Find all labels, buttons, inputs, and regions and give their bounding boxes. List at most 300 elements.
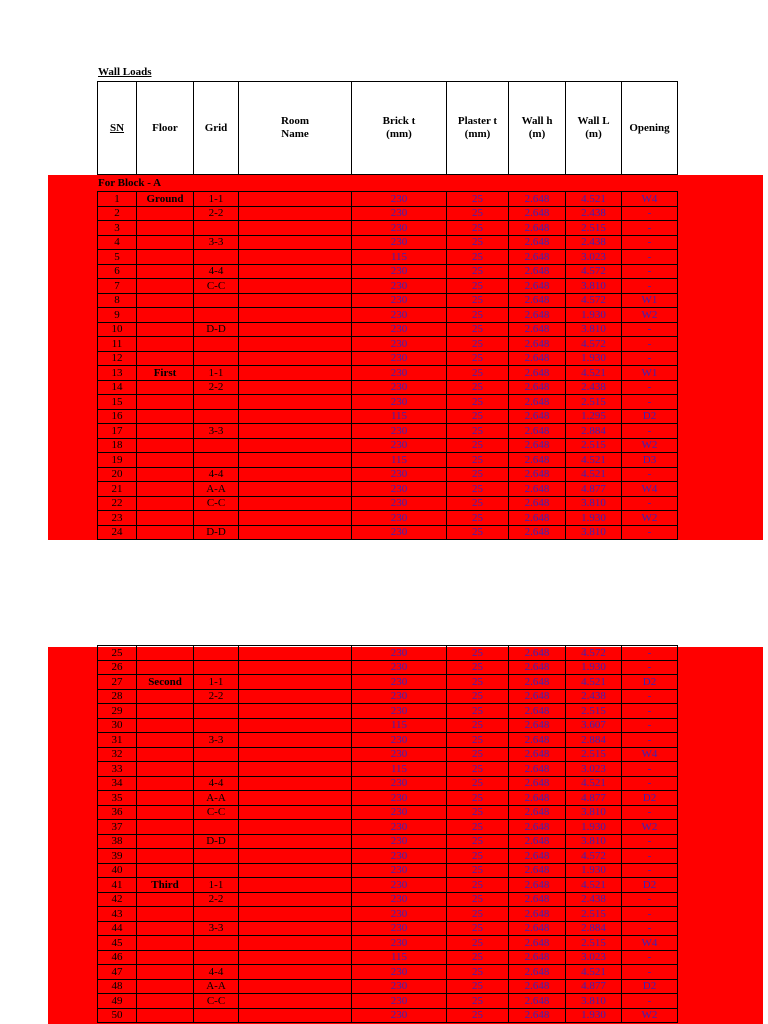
cell-wall-l: 2.515 xyxy=(566,747,622,762)
cell-opening: - xyxy=(622,805,678,820)
cell-sn: 4 xyxy=(98,235,137,250)
table-row xyxy=(98,921,678,936)
cell-room-name xyxy=(239,849,352,864)
cell-sn: 20 xyxy=(98,467,137,482)
cell-wall-h: 2.648 xyxy=(509,438,566,453)
table-row xyxy=(98,907,678,922)
cell-room-name xyxy=(239,351,352,366)
cell-opening: D2 xyxy=(622,979,678,994)
cell-opening: W2 xyxy=(622,438,678,453)
cell-room-name xyxy=(239,660,352,675)
cell-opening: - xyxy=(622,322,678,337)
cell-sn: 48 xyxy=(98,979,137,994)
cell-wall-l: 3.810 xyxy=(566,994,622,1009)
header-brick-thickness: Brick t (mm) xyxy=(352,82,447,175)
cell-plaster-t: 25 xyxy=(447,776,509,791)
cell-grid: A-A xyxy=(194,791,239,806)
cell-sn: 3 xyxy=(98,221,137,236)
cell-wall-h: 2.648 xyxy=(509,337,566,352)
cell-floor: Third xyxy=(137,878,194,893)
cell-plaster-t: 25 xyxy=(447,762,509,777)
cell-wall-l: 4.572 xyxy=(566,293,622,308)
cell-brick-t: 230 xyxy=(352,646,447,661)
table-row xyxy=(98,395,678,410)
cell-wall-h: 2.648 xyxy=(509,675,566,690)
table-row xyxy=(98,351,678,366)
cell-opening: W4 xyxy=(622,936,678,951)
table-row xyxy=(98,733,678,748)
cell-wall-l: 4.521 xyxy=(566,776,622,791)
table-row xyxy=(98,863,678,878)
cell-grid: A-A xyxy=(194,979,239,994)
cell-floor xyxy=(137,264,194,279)
table-row xyxy=(98,482,678,497)
cell-floor xyxy=(137,482,194,497)
cell-wall-h: 2.648 xyxy=(509,878,566,893)
cell-grid: C-C xyxy=(194,805,239,820)
cell-plaster-t: 25 xyxy=(447,936,509,951)
cell-floor xyxy=(137,820,194,835)
table-row xyxy=(98,892,678,907)
table-row xyxy=(98,791,678,806)
cell-sn: 40 xyxy=(98,863,137,878)
cell-brick-t: 230 xyxy=(352,733,447,748)
table-row xyxy=(98,409,678,424)
cell-wall-h: 2.648 xyxy=(509,467,566,482)
table-row xyxy=(98,965,678,980)
cell-room-name xyxy=(239,950,352,965)
cell-wall-h: 2.648 xyxy=(509,250,566,265)
cell-grid xyxy=(194,409,239,424)
table-row xyxy=(98,293,678,308)
cell-brick-t: 230 xyxy=(352,907,447,922)
cell-wall-h: 2.648 xyxy=(509,206,566,221)
cell-brick-t: 115 xyxy=(352,409,447,424)
cell-floor xyxy=(137,351,194,366)
cell-floor xyxy=(137,279,194,294)
cell-floor xyxy=(137,733,194,748)
cell-opening: - xyxy=(622,762,678,777)
cell-wall-h: 2.648 xyxy=(509,936,566,951)
cell-opening: W4 xyxy=(622,747,678,762)
cell-plaster-t: 25 xyxy=(447,192,509,207)
table-row xyxy=(98,675,678,690)
cell-brick-t: 230 xyxy=(352,878,447,893)
cell-room-name xyxy=(239,646,352,661)
cell-brick-t: 230 xyxy=(352,206,447,221)
table-row xyxy=(98,950,678,965)
cell-plaster-t: 25 xyxy=(447,206,509,221)
cell-floor xyxy=(137,293,194,308)
block-label: For Block - A xyxy=(98,177,162,189)
cell-wall-h: 2.648 xyxy=(509,525,566,540)
cell-room-name xyxy=(239,525,352,540)
cell-room-name xyxy=(239,834,352,849)
cell-wall-l: 4.521 xyxy=(566,965,622,980)
cell-wall-h: 2.648 xyxy=(509,351,566,366)
cell-floor xyxy=(137,791,194,806)
cell-grid: 4-4 xyxy=(194,264,239,279)
cell-wall-h: 2.648 xyxy=(509,482,566,497)
table-row xyxy=(98,380,678,395)
cell-plaster-t: 25 xyxy=(447,950,509,965)
cell-room-name xyxy=(239,308,352,323)
cell-wall-h: 2.648 xyxy=(509,979,566,994)
cell-wall-h: 2.648 xyxy=(509,718,566,733)
table-row xyxy=(98,689,678,704)
cell-wall-h: 2.648 xyxy=(509,907,566,922)
cell-room-name xyxy=(239,511,352,526)
cell-opening: - xyxy=(622,863,678,878)
cell-wall-l: 1.930 xyxy=(566,351,622,366)
cell-plaster-t: 25 xyxy=(447,733,509,748)
cell-room-name xyxy=(239,820,352,835)
cell-opening: - xyxy=(622,921,678,936)
cell-room-name xyxy=(239,965,352,980)
cell-opening: W2 xyxy=(622,511,678,526)
cell-plaster-t: 25 xyxy=(447,453,509,468)
cell-brick-t: 230 xyxy=(352,221,447,236)
table-row xyxy=(98,206,678,221)
cell-brick-t: 230 xyxy=(352,820,447,835)
cell-opening: D2 xyxy=(622,675,678,690)
cell-grid: 2-2 xyxy=(194,380,239,395)
cell-sn: 15 xyxy=(98,395,137,410)
cell-wall-l: 3.023 xyxy=(566,762,622,777)
cell-room-name xyxy=(239,250,352,265)
cell-wall-l: 3.607 xyxy=(566,718,622,733)
cell-grid xyxy=(194,438,239,453)
cell-wall-l: 1.930 xyxy=(566,308,622,323)
cell-grid xyxy=(194,747,239,762)
cell-sn: 23 xyxy=(98,511,137,526)
cell-wall-h: 2.648 xyxy=(509,849,566,864)
cell-wall-h: 2.648 xyxy=(509,747,566,762)
cell-brick-t: 230 xyxy=(352,805,447,820)
cell-opening: - xyxy=(622,351,678,366)
cell-plaster-t: 25 xyxy=(447,409,509,424)
cell-wall-h: 2.648 xyxy=(509,704,566,719)
cell-floor xyxy=(137,1008,194,1023)
cell-grid xyxy=(194,453,239,468)
table-row xyxy=(98,849,678,864)
cell-plaster-t: 25 xyxy=(447,878,509,893)
cell-floor xyxy=(137,660,194,675)
cell-brick-t: 230 xyxy=(352,322,447,337)
cell-sn: 38 xyxy=(98,834,137,849)
cell-opening: - xyxy=(622,467,678,482)
cell-grid: A-A xyxy=(194,482,239,497)
cell-sn: 8 xyxy=(98,293,137,308)
cell-plaster-t: 25 xyxy=(447,921,509,936)
cell-plaster-t: 25 xyxy=(447,438,509,453)
cell-opening: - xyxy=(622,733,678,748)
cell-floor xyxy=(137,834,194,849)
cell-room-name xyxy=(239,453,352,468)
cell-floor: Ground xyxy=(137,192,194,207)
cell-plaster-t: 25 xyxy=(447,511,509,526)
cell-floor xyxy=(137,689,194,704)
cell-brick-t: 115 xyxy=(352,950,447,965)
cell-brick-t: 230 xyxy=(352,380,447,395)
table-row xyxy=(98,878,678,893)
cell-grid: C-C xyxy=(194,994,239,1009)
cell-sn: 10 xyxy=(98,322,137,337)
cell-opening: - xyxy=(622,646,678,661)
cell-grid: 3-3 xyxy=(194,424,239,439)
cell-wall-h: 2.648 xyxy=(509,293,566,308)
wall-table-part-1 xyxy=(97,191,678,540)
cell-floor xyxy=(137,965,194,980)
cell-room-name xyxy=(239,366,352,381)
cell-floor xyxy=(137,206,194,221)
cell-brick-t: 230 xyxy=(352,675,447,690)
cell-opening: - xyxy=(622,950,678,965)
cell-grid xyxy=(194,849,239,864)
cell-wall-l: 3.810 xyxy=(566,805,622,820)
cell-grid: C-C xyxy=(194,496,239,511)
cell-sn: 25 xyxy=(98,646,137,661)
cell-room-name xyxy=(239,322,352,337)
cell-room-name xyxy=(239,496,352,511)
cell-grid xyxy=(194,1008,239,1023)
cell-plaster-t: 25 xyxy=(447,820,509,835)
cell-brick-t: 115 xyxy=(352,250,447,265)
table-row xyxy=(98,337,678,352)
table-row xyxy=(98,366,678,381)
cell-wall-l: 1.295 xyxy=(566,409,622,424)
cell-wall-l: 3.023 xyxy=(566,250,622,265)
cell-opening: - xyxy=(622,395,678,410)
cell-brick-t: 115 xyxy=(352,718,447,733)
cell-sn: 9 xyxy=(98,308,137,323)
cell-brick-t: 230 xyxy=(352,965,447,980)
cell-floor xyxy=(137,762,194,777)
cell-plaster-t: 25 xyxy=(447,279,509,294)
cell-room-name xyxy=(239,409,352,424)
wall-table-part-2 xyxy=(97,645,678,1023)
cell-room-name xyxy=(239,718,352,733)
cell-wall-l: 2.515 xyxy=(566,704,622,719)
cell-brick-t: 230 xyxy=(352,438,447,453)
cell-floor xyxy=(137,250,194,265)
cell-wall-l: 4.521 xyxy=(566,878,622,893)
header-table xyxy=(97,81,678,175)
cell-brick-t: 230 xyxy=(352,791,447,806)
cell-wall-h: 2.648 xyxy=(509,863,566,878)
cell-sn: 27 xyxy=(98,675,137,690)
table-row xyxy=(98,660,678,675)
cell-wall-h: 2.648 xyxy=(509,380,566,395)
cell-wall-h: 2.648 xyxy=(509,965,566,980)
cell-plaster-t: 25 xyxy=(447,660,509,675)
cell-wall-h: 2.648 xyxy=(509,660,566,675)
cell-room-name xyxy=(239,747,352,762)
cell-brick-t: 230 xyxy=(352,395,447,410)
cell-sn: 19 xyxy=(98,453,137,468)
cell-floor xyxy=(137,863,194,878)
cell-plaster-t: 25 xyxy=(447,250,509,265)
cell-opening: - xyxy=(622,834,678,849)
cell-floor xyxy=(137,395,194,410)
cell-plaster-t: 25 xyxy=(447,525,509,540)
cell-brick-t: 230 xyxy=(352,235,447,250)
cell-sn: 13 xyxy=(98,366,137,381)
cell-grid: 2-2 xyxy=(194,892,239,907)
cell-wall-l: 4.521 xyxy=(566,467,622,482)
cell-opening: - xyxy=(622,660,678,675)
cell-opening: - xyxy=(622,424,678,439)
cell-wall-l: 3.810 xyxy=(566,525,622,540)
cell-sn: 50 xyxy=(98,1008,137,1023)
cell-room-name xyxy=(239,776,352,791)
cell-wall-h: 2.648 xyxy=(509,776,566,791)
cell-wall-l: 4.521 xyxy=(566,366,622,381)
cell-floor xyxy=(137,511,194,526)
cell-wall-l: 1.930 xyxy=(566,1008,622,1023)
cell-floor xyxy=(137,496,194,511)
table-row xyxy=(98,525,678,540)
header-grid: Grid xyxy=(194,82,239,175)
cell-plaster-t: 25 xyxy=(447,834,509,849)
cell-plaster-t: 25 xyxy=(447,496,509,511)
cell-plaster-t: 25 xyxy=(447,907,509,922)
cell-sn: 35 xyxy=(98,791,137,806)
cell-opening: - xyxy=(622,994,678,1009)
cell-opening: - xyxy=(622,965,678,980)
cell-grid: D-D xyxy=(194,322,239,337)
cell-brick-t: 230 xyxy=(352,689,447,704)
cell-grid: 1-1 xyxy=(194,878,239,893)
table-row xyxy=(98,424,678,439)
cell-plaster-t: 25 xyxy=(447,805,509,820)
cell-brick-t: 230 xyxy=(352,525,447,540)
cell-room-name xyxy=(239,762,352,777)
header-room-name: Room Name xyxy=(239,82,352,175)
cell-wall-l: 1.930 xyxy=(566,820,622,835)
cell-brick-t: 230 xyxy=(352,849,447,864)
cell-wall-l: 2.884 xyxy=(566,733,622,748)
cell-grid xyxy=(194,718,239,733)
cell-plaster-t: 25 xyxy=(447,704,509,719)
cell-opening: W2 xyxy=(622,1008,678,1023)
cell-room-name xyxy=(239,337,352,352)
cell-wall-l: 2.884 xyxy=(566,921,622,936)
cell-floor xyxy=(137,646,194,661)
cell-opening: D2 xyxy=(622,878,678,893)
cell-sn: 21 xyxy=(98,482,137,497)
cell-room-name xyxy=(239,878,352,893)
cell-floor xyxy=(137,337,194,352)
cell-plaster-t: 25 xyxy=(447,863,509,878)
cell-brick-t: 230 xyxy=(352,351,447,366)
cell-plaster-t: 25 xyxy=(447,221,509,236)
cell-grid xyxy=(194,221,239,236)
cell-brick-t: 230 xyxy=(352,467,447,482)
cell-grid xyxy=(194,863,239,878)
cell-wall-l: 3.810 xyxy=(566,322,622,337)
cell-grid xyxy=(194,762,239,777)
cell-floor xyxy=(137,747,194,762)
cell-grid: 3-3 xyxy=(194,733,239,748)
cell-plaster-t: 25 xyxy=(447,235,509,250)
cell-floor xyxy=(137,979,194,994)
cell-wall-h: 2.648 xyxy=(509,834,566,849)
cell-floor xyxy=(137,849,194,864)
cell-wall-l: 2.438 xyxy=(566,689,622,704)
cell-floor xyxy=(137,221,194,236)
cell-grid xyxy=(194,950,239,965)
cell-sn: 31 xyxy=(98,733,137,748)
cell-opening: D2 xyxy=(622,409,678,424)
cell-grid: 1-1 xyxy=(194,192,239,207)
cell-brick-t: 230 xyxy=(352,279,447,294)
cell-brick-t: 230 xyxy=(352,192,447,207)
cell-room-name xyxy=(239,675,352,690)
cell-opening: - xyxy=(622,776,678,791)
cell-grid xyxy=(194,351,239,366)
cell-wall-h: 2.648 xyxy=(509,994,566,1009)
header-plaster-thickness: Plaster t (mm) xyxy=(447,82,509,175)
table-row xyxy=(98,936,678,951)
cell-floor xyxy=(137,525,194,540)
cell-floor xyxy=(137,322,194,337)
cell-wall-h: 2.648 xyxy=(509,1008,566,1023)
cell-plaster-t: 25 xyxy=(447,322,509,337)
cell-plaster-t: 25 xyxy=(447,1008,509,1023)
cell-wall-l: 2.515 xyxy=(566,907,622,922)
table-row xyxy=(98,322,678,337)
table-row xyxy=(98,235,678,250)
cell-room-name xyxy=(239,192,352,207)
table-row xyxy=(98,511,678,526)
cell-wall-l: 2.438 xyxy=(566,892,622,907)
cell-wall-h: 2.648 xyxy=(509,892,566,907)
cell-room-name xyxy=(239,863,352,878)
cell-grid: C-C xyxy=(194,279,239,294)
cell-grid: D-D xyxy=(194,834,239,849)
cell-sn: 33 xyxy=(98,762,137,777)
cell-wall-h: 2.648 xyxy=(509,733,566,748)
cell-floor xyxy=(137,805,194,820)
cell-brick-t: 230 xyxy=(352,776,447,791)
cell-wall-l: 1.930 xyxy=(566,660,622,675)
cell-floor: First xyxy=(137,366,194,381)
cell-brick-t: 230 xyxy=(352,921,447,936)
table-row xyxy=(98,747,678,762)
cell-sn: 34 xyxy=(98,776,137,791)
cell-plaster-t: 25 xyxy=(447,994,509,1009)
cell-opening: - xyxy=(622,718,678,733)
cell-plaster-t: 25 xyxy=(447,293,509,308)
cell-room-name xyxy=(239,994,352,1009)
cell-grid xyxy=(194,907,239,922)
cell-wall-l: 3.810 xyxy=(566,279,622,294)
sheet-title: Wall Loads xyxy=(98,66,152,78)
cell-grid: 1-1 xyxy=(194,366,239,381)
cell-opening: - xyxy=(622,892,678,907)
cell-brick-t: 230 xyxy=(352,834,447,849)
cell-wall-h: 2.648 xyxy=(509,322,566,337)
cell-sn: 12 xyxy=(98,351,137,366)
cell-brick-t: 230 xyxy=(352,979,447,994)
cell-sn: 49 xyxy=(98,994,137,1009)
cell-grid: 4-4 xyxy=(194,965,239,980)
cell-grid xyxy=(194,660,239,675)
cell-wall-h: 2.648 xyxy=(509,496,566,511)
table-row xyxy=(98,979,678,994)
table-row xyxy=(98,192,678,207)
